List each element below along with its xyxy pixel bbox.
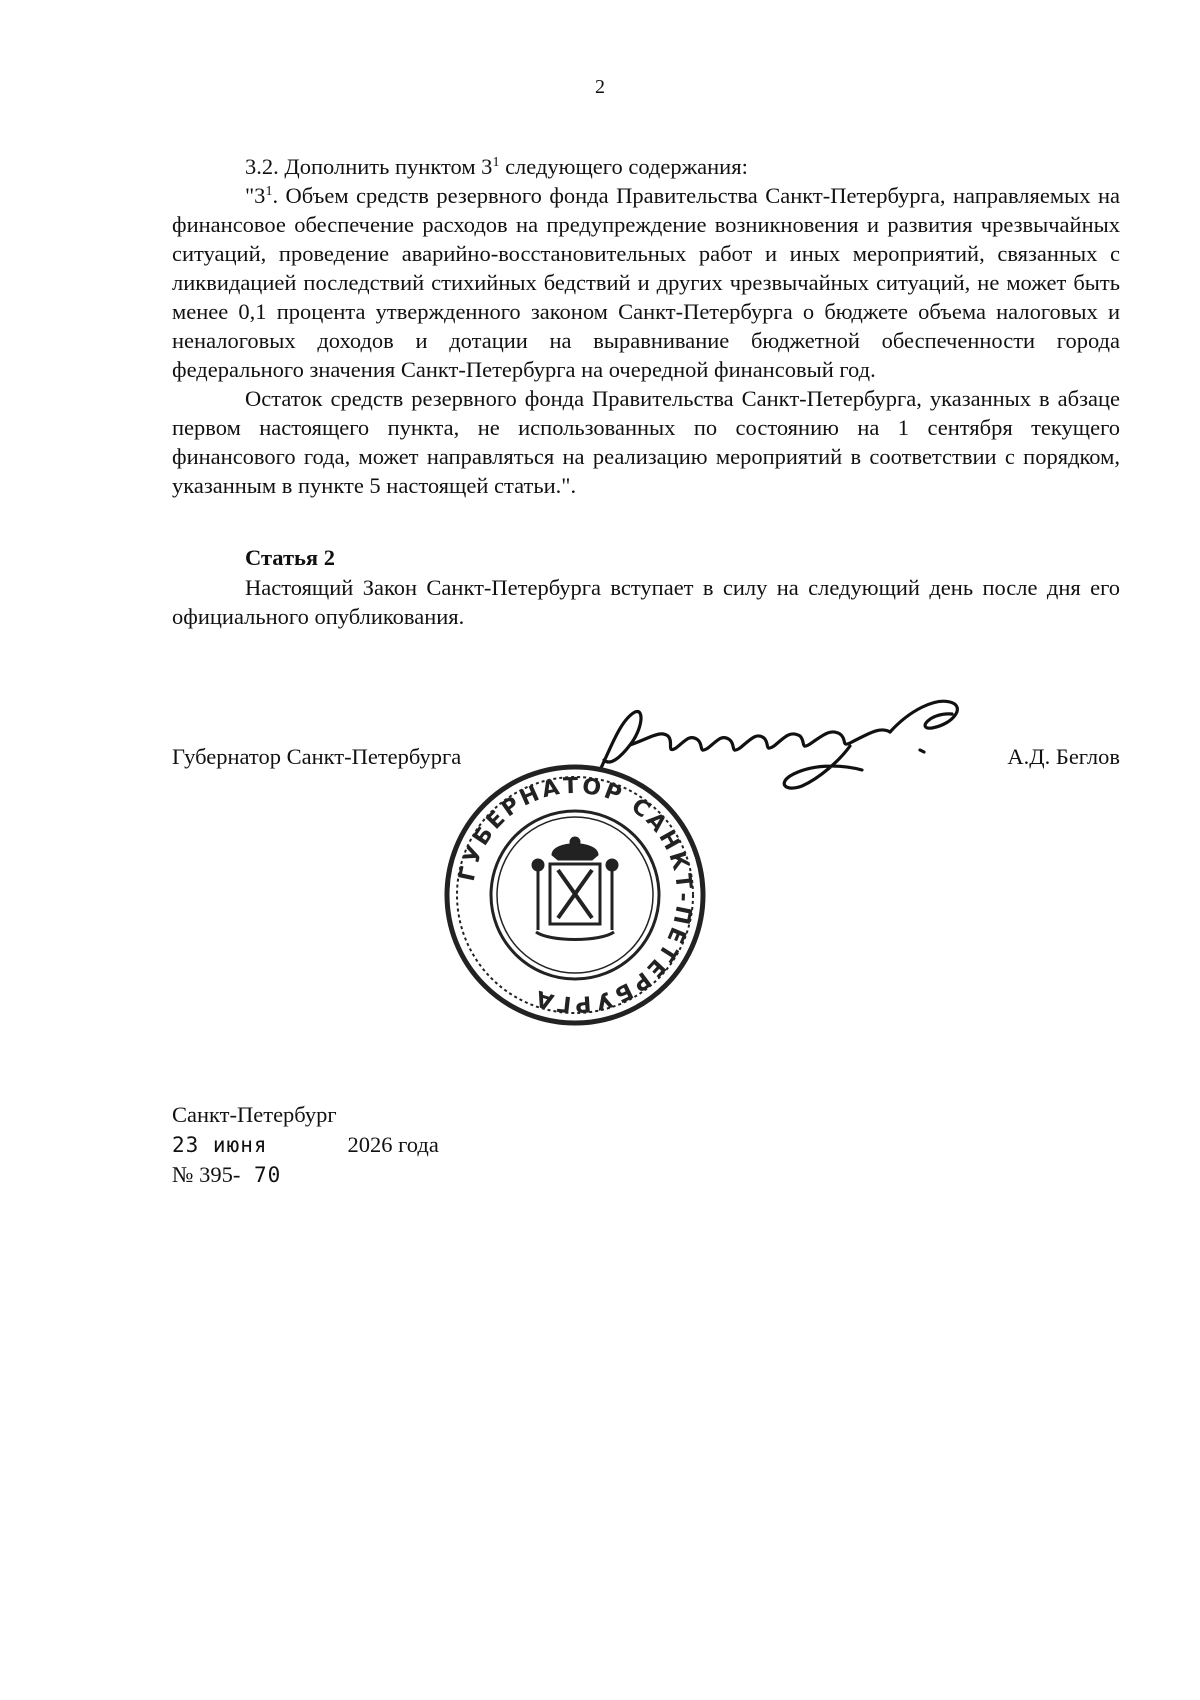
amendment-paragraph-2: Остаток средств резервного фонда Правительства Санкт-Петербурга, указанных в абзаце первом настоящего пункта, не использованных по состоянию на 1 сентября текущего финансового года, может направляться на реализацию мероприятий в соответствии с порядком, указанным в пункте 5 настоящей статьи.". [172, 386, 1120, 498]
article-text [172, 573, 1120, 631]
signing-day-month: 23 июня [172, 1133, 268, 1157]
official-seal [440, 760, 710, 1030]
footer [172, 1100, 439, 1190]
signing-city: Санкт-Петербург [172, 1102, 337, 1127]
seal-text: ГУБЕРНАТОР САНКТ-ПЕТЕРБУРГА [454, 773, 697, 1017]
signatory-name: А.Д. Беглов [1007, 744, 1120, 769]
quote-prefix: "3 [245, 183, 266, 208]
amendment-text [172, 152, 1120, 500]
paragraph-1-text: . Объем средств резервного фонда Правительства Санкт-Петербурга, направляемых на финансовое обеспечение расходов на предупреждение возникновения и развития чрезвычайных ситуаций, проведение аварийно-восстановительных работ и иных мероприятий, связанных с ликвидацией последствий стихийных бедствий и других чрезвычайных ситуаций, не может быть менее 0,1 процента утвержденного законом Санкт-Петербурга о бюджете объема налоговых и неналоговых доходов и дотации на выравнивание бюджетной обеспеченности города федерального значения Санкт-Петербурга на очередной финансовый год. [172, 183, 1120, 382]
signatory-title: Губернатор Санкт-Петербурга [172, 744, 462, 769]
amendment-item-tail: следующего содержания: [499, 154, 748, 179]
law-number-suffix: 70 [240, 1163, 282, 1187]
amendment-item-sup: 1 [492, 155, 500, 170]
article-paragraph: Настоящий Закон Санкт-Петербурга вступает в силу на следующий день после дня его официального опубликования. [172, 575, 1120, 629]
page-number: 2 [595, 76, 605, 98]
law-number-prefix: № 395- [172, 1162, 241, 1187]
article-heading: Статья 2 [245, 545, 335, 570]
amendment-paragraph-1 [172, 181, 1120, 384]
quote-sup: 1 [265, 184, 273, 199]
law-number [172, 1160, 439, 1190]
signing-year: 2026 года [347, 1132, 439, 1157]
amendment-item-label: 3.2. Дополнить пунктом 3 [245, 154, 493, 179]
signing-date [172, 1130, 439, 1160]
amendment-item [172, 152, 1120, 181]
